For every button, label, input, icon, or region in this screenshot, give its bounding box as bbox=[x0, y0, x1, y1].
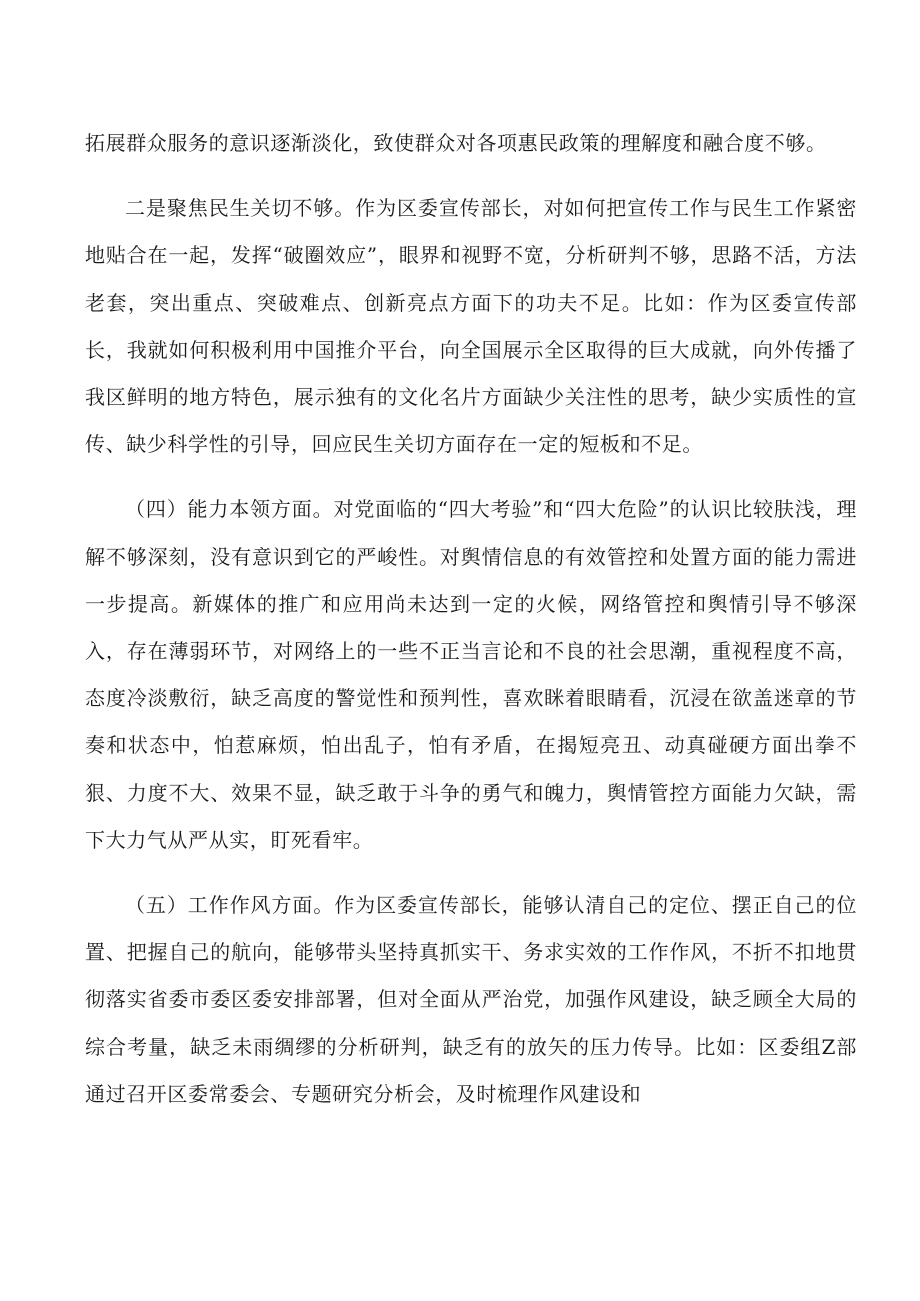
paragraph-ability-section: （四）能力本领方面。对党面临的“四大考验”和“四大危险”的认识比较肤浅，理解不够深刻，没有意识到它的严峻性。对舆情信息的有效管控和处置方面的能力需进一步提高。新媒体的推广和应用尚未达到一定的火候，网络管控和舆情引导不够深入，存在薄弱环节，对网络上的一些不正当言论和不良的社会思潮，重视程度不高，态度冷淡敷衍，缺乏高度的警觉性和预判性，喜欢眯着眼睛看，沉浸在欲盖迷章的节奏和状态中，怕惹麻烦，怕出乱子，怕有矛盾，在揭短亮丑、动真碰硬方面出拳不狠、力度不大、效果不显，缺乏敢于斗争的勇气和魄力，舆情管控方面能力欠缺，需下大力气从严从实，盯死看牢。 bbox=[85, 497, 857, 852]
paragraph-work-style-section: （五）工作作风方面。作为区委宣传部长，能够认清自己的定位、摆正自己的位置、把握自己的航向，能够带头坚持真抓实干、务求实效的工作作风，不折不扣地贯彻落实省委市委区委安排部署，但对全面从严治党，加强作风建设，缺乏顾全大局的综合考量，缺乏未雨绸缪的分析研判，缺乏有的放矢的压力传导。比如：区委组Z部通过召开区委常委会、专题研究分析会，及时梳理作风建设和 bbox=[85, 893, 857, 1106]
paragraph-livelihood-concerns: 二是聚焦民生关切不够。作为区委宣传部长，对如何把宣传工作与民生工作紧密地贴合在一起，发挥“破圈效应”，眼界和视野不宽，分析研判不够，思路不活，方法老套，突出重点、突破难点、创新亮点方面下的功夫不足。比如：作为区委宣传部长，我就如何积极利用中国推介平台，向全国展示全区取得的巨大成就，向外传播了我区鲜明的地方特色，展示独有的文化名片方面缺少关注性的思考，缺少实质性的宣传、缺少科学性的引导，回应民生关切方面存在一定的短板和不足。 bbox=[85, 196, 857, 457]
document-body bbox=[85, 120, 857, 1118]
paragraph-continuation: 拓展群众服务的意识逐渐淡化，致使群众对各项惠民政策的理解度和融合度不够。 bbox=[85, 131, 827, 155]
